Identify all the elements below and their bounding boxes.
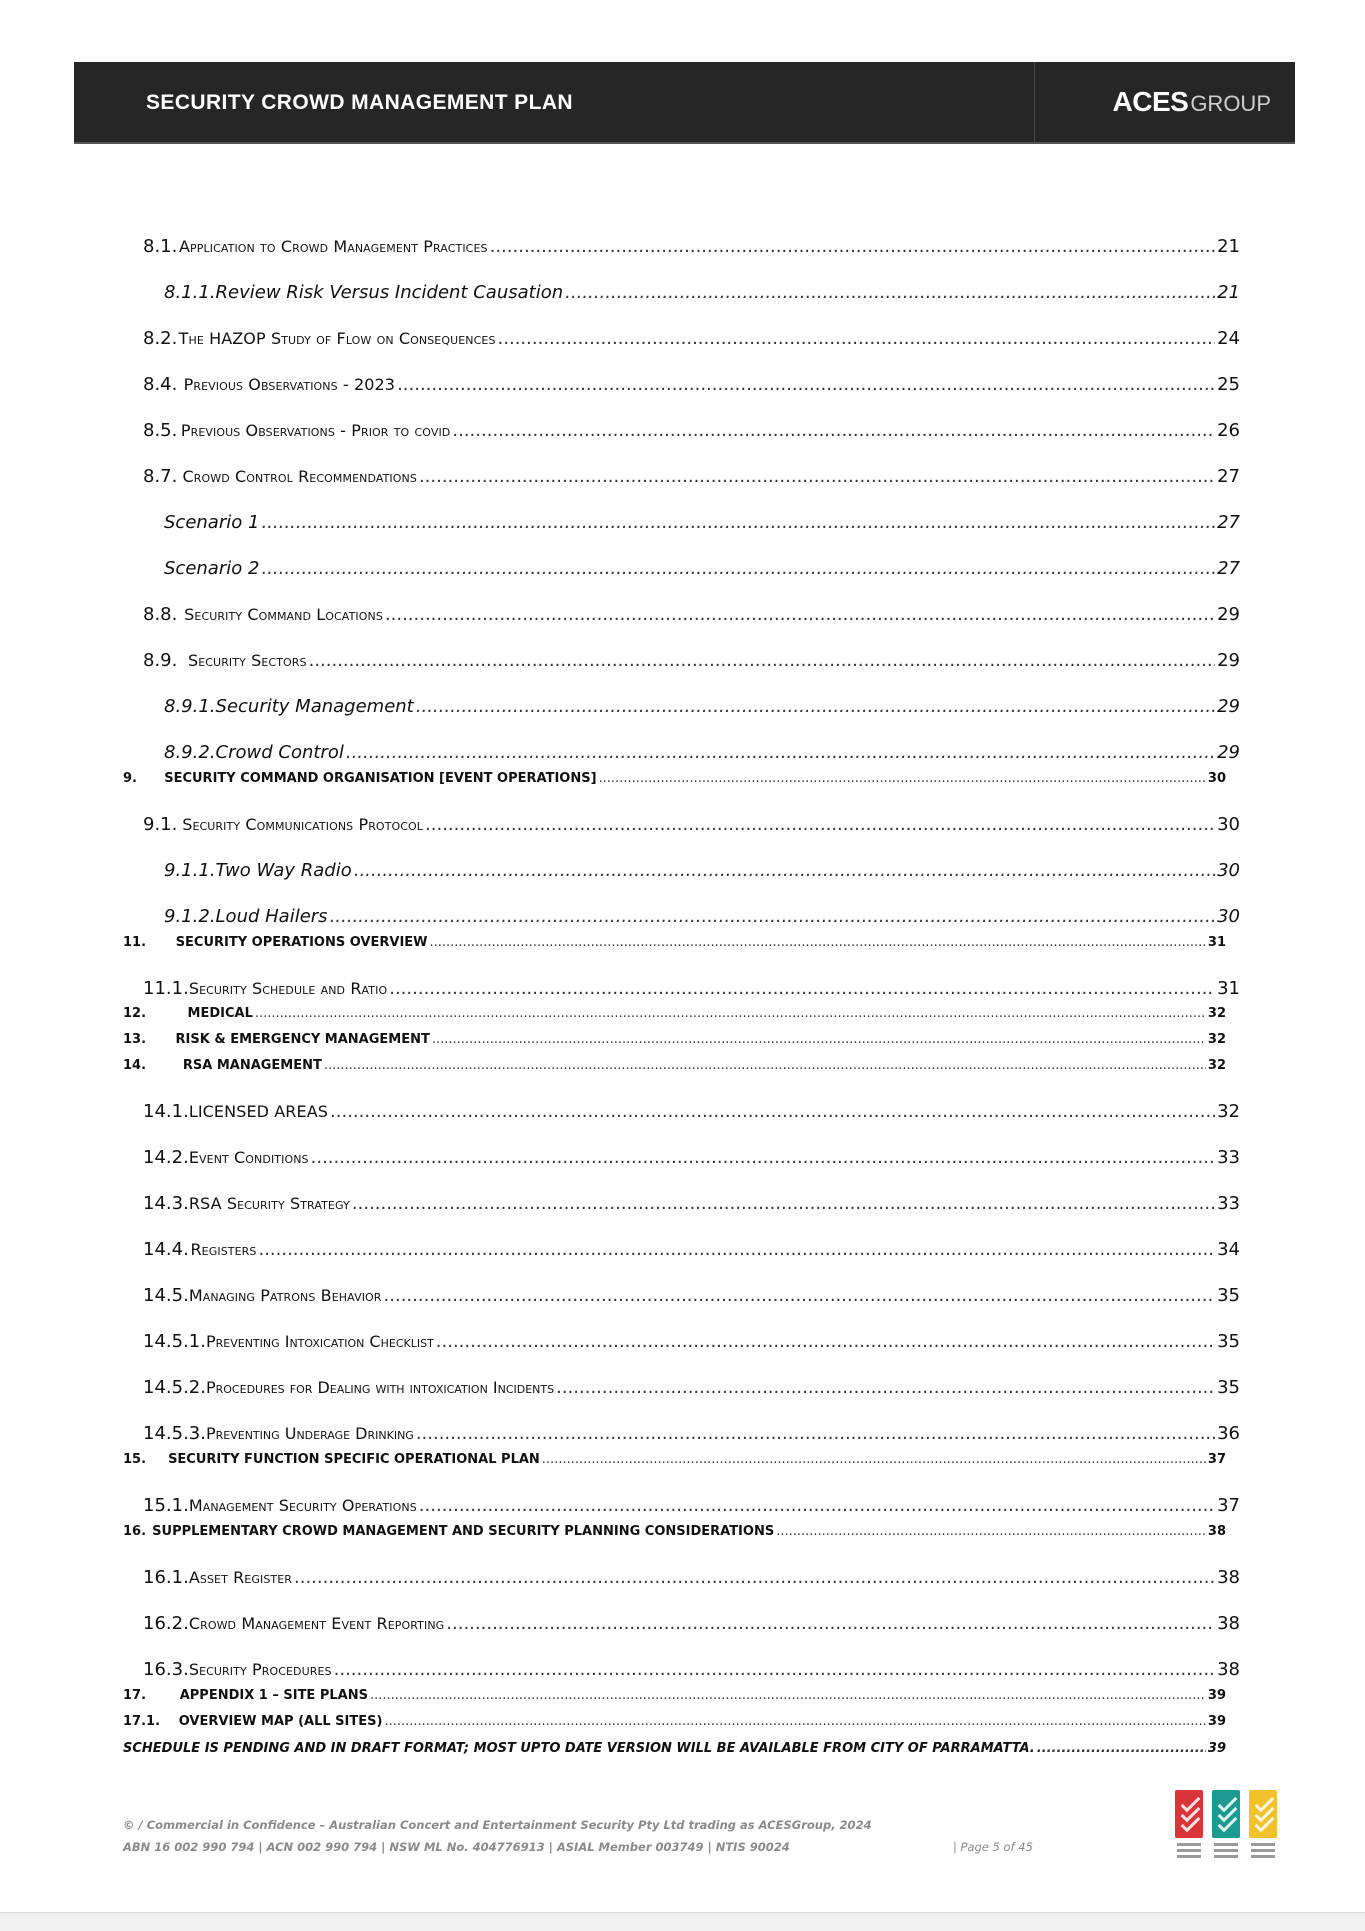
toc-entry-title: Security Schedule and Ratio bbox=[188, 979, 388, 998]
iso-badge-caption bbox=[1175, 1840, 1203, 1864]
toc-entry-title: Security Management bbox=[215, 696, 414, 717]
toc-dot-leader bbox=[385, 604, 1215, 625]
toc-entry-page: 26 bbox=[1217, 420, 1240, 441]
toc-dot-leader bbox=[294, 1567, 1215, 1588]
aces-group-logo bbox=[1113, 62, 1271, 147]
iso-badge-caption bbox=[1212, 1840, 1240, 1864]
toc-entry-title: Crowd Management Event Reporting bbox=[188, 1614, 445, 1633]
toc-entry-page: 27 bbox=[1217, 558, 1240, 579]
toc-entry-title: SUPPLEMENTARY CROWD MANAGEMENT AND SECURITY PLANNING CONSIDERATIONS bbox=[152, 1524, 775, 1539]
toc-dot-leader bbox=[334, 1659, 1215, 1680]
toc-entry[interactable] bbox=[143, 1659, 1240, 1680]
toc-entry-title: LICENSED AREAS bbox=[188, 1102, 329, 1121]
toc-entry[interactable] bbox=[143, 1377, 1240, 1398]
toc-dot-leader bbox=[599, 771, 1206, 786]
toc-entry-number: 9. bbox=[123, 771, 137, 786]
toc-entry-title: Procedures for Dealing with intoxication Incidents bbox=[205, 1378, 555, 1397]
toc-entry-page: 39 bbox=[1207, 1714, 1226, 1729]
toc-entry-title: Managing Patrons Behavior bbox=[188, 1286, 382, 1305]
toc-entry[interactable] bbox=[164, 558, 1240, 579]
toc-entry-page: 33 bbox=[1217, 1193, 1240, 1214]
toc-entry-page: 32 bbox=[1207, 1032, 1226, 1047]
toc-entry[interactable] bbox=[143, 1423, 1240, 1444]
toc-entry-page: 30 bbox=[1217, 860, 1240, 881]
iso-45001-badge bbox=[1249, 1790, 1277, 1838]
toc-entry[interactable] bbox=[123, 1032, 1226, 1047]
toc-entry[interactable] bbox=[123, 1452, 1226, 1467]
toc-entry-page: 29 bbox=[1217, 604, 1240, 625]
toc-entry[interactable] bbox=[143, 1193, 1240, 1214]
toc-entry-page: 24 bbox=[1217, 328, 1240, 349]
toc-dot-leader bbox=[446, 1613, 1215, 1634]
toc-dot-leader bbox=[419, 466, 1215, 487]
toc-entry[interactable] bbox=[143, 604, 1240, 625]
toc-entry-number: 14.2. bbox=[143, 1147, 189, 1168]
toc-entry-title: SCHEDULE IS PENDING AND IN DRAFT FORMAT; MOST UPTO DATE VERSION WILL BE AVAILABLE FROM CITY OF PARRAMATTA. bbox=[123, 1741, 1035, 1756]
toc-entry-title: Crowd Control Recommendations bbox=[182, 467, 417, 486]
toc-entry[interactable] bbox=[123, 1714, 1226, 1729]
iso-badge-caption bbox=[1249, 1840, 1277, 1864]
toc-entry-number: 11. bbox=[123, 935, 147, 950]
toc-entry-page: 35 bbox=[1217, 1331, 1240, 1352]
toc-entry-number: 17.1. bbox=[123, 1714, 161, 1729]
toc-entry[interactable] bbox=[123, 1688, 1226, 1703]
toc-entry-page: 29 bbox=[1217, 650, 1240, 671]
toc-dot-leader bbox=[261, 512, 1215, 533]
toc-entry-title: Event Conditions bbox=[188, 1148, 309, 1167]
toc-entry-page: 38 bbox=[1217, 1613, 1240, 1634]
toc-dot-leader bbox=[490, 236, 1215, 257]
toc-dot-leader bbox=[309, 650, 1216, 671]
toc-entry[interactable] bbox=[143, 1285, 1240, 1306]
logo-aces-text: ACES bbox=[1112, 86, 1189, 117]
toc-entry-page: 32 bbox=[1217, 1101, 1240, 1122]
toc-entry[interactable] bbox=[123, 1058, 1226, 1073]
toc-entry-number: 14.5.3. bbox=[143, 1423, 206, 1444]
toc-entry[interactable] bbox=[143, 236, 1240, 257]
toc-entry[interactable] bbox=[164, 906, 1240, 927]
toc-entry-title: Two Way Radio bbox=[215, 860, 352, 881]
toc-entry-title: Loud Hailers bbox=[215, 906, 328, 927]
toc-dot-leader bbox=[324, 1058, 1206, 1073]
toc-dot-leader bbox=[311, 1147, 1215, 1168]
toc-entry-title: SECURITY COMMAND ORGANISATION [EVENT OPERATIONS] bbox=[164, 771, 597, 786]
toc-dot-leader bbox=[384, 1714, 1205, 1729]
toc-entry-page: 32 bbox=[1207, 1058, 1226, 1073]
document-title: SECURITY CROWD MANAGEMENT PLAN bbox=[146, 91, 573, 114]
toc-entry-title: Previous Observations - Prior to covid bbox=[180, 421, 451, 440]
toc-entry-page: 35 bbox=[1217, 1285, 1240, 1306]
toc-entry-number: 17. bbox=[123, 1688, 147, 1703]
toc-entry-number: 8.5. bbox=[143, 420, 178, 441]
toc-dot-leader bbox=[416, 696, 1215, 717]
toc-entry[interactable] bbox=[143, 1495, 1240, 1516]
toc-entry-page: 25 bbox=[1217, 374, 1240, 395]
toc-entry-title: Scenario 1 bbox=[164, 512, 260, 533]
toc-entry-page: 21 bbox=[1217, 282, 1240, 303]
toc-entry-number: 16.1. bbox=[143, 1567, 189, 1588]
toc-entry-page: 39 bbox=[1207, 1741, 1226, 1756]
toc-entry-number: 8.7. bbox=[143, 466, 178, 487]
toc-entry[interactable] bbox=[143, 1567, 1240, 1588]
toc-entry-page: 34 bbox=[1217, 1239, 1240, 1260]
toc-dot-leader bbox=[776, 1524, 1206, 1539]
toc-dot-leader bbox=[542, 1452, 1206, 1467]
toc-entry-title: Registers bbox=[190, 1240, 257, 1259]
toc-entry-title: Security Procedures bbox=[188, 1660, 332, 1679]
toc-entry-number: 16.2. bbox=[143, 1613, 189, 1634]
toc-dot-leader bbox=[261, 558, 1215, 579]
toc-entry[interactable] bbox=[164, 860, 1240, 881]
toc-entry-title: RSA MANAGEMENT bbox=[182, 1058, 322, 1073]
header-divider bbox=[1034, 62, 1035, 142]
toc-entry-title: OVERVIEW MAP (ALL SITES) bbox=[178, 1714, 383, 1729]
toc-entry[interactable] bbox=[123, 771, 1226, 786]
toc-entry-title: Scenario 2 bbox=[164, 558, 260, 579]
toc-dot-leader bbox=[370, 1688, 1206, 1703]
toc-entry-page: 35 bbox=[1217, 1377, 1240, 1398]
toc-dot-leader bbox=[258, 1239, 1215, 1260]
toc-entry-title: MEDICAL bbox=[187, 1006, 253, 1021]
iso-14001-badge bbox=[1212, 1790, 1240, 1838]
toc-entry-number: 16.3. bbox=[143, 1659, 189, 1680]
toc-dot-leader bbox=[436, 1331, 1215, 1352]
toc-entry-number: 14.5. bbox=[143, 1285, 189, 1306]
toc-entry-page: 38 bbox=[1207, 1524, 1226, 1539]
toc-entry-number: 8.4. bbox=[143, 374, 178, 395]
toc-entry[interactable] bbox=[164, 742, 1240, 763]
toc-entry-page: 33 bbox=[1217, 1147, 1240, 1168]
page-header bbox=[74, 62, 1295, 144]
toc-entry-number: 16. bbox=[123, 1524, 147, 1539]
toc-entry-number: 8.9.1. bbox=[164, 696, 216, 717]
toc-entry-page: 37 bbox=[1217, 1495, 1240, 1516]
toc-dot-leader bbox=[419, 1495, 1215, 1516]
toc-dot-leader bbox=[565, 282, 1215, 303]
toc-entry-page: 32 bbox=[1207, 1006, 1226, 1021]
toc-entry-number: 9.1.2. bbox=[164, 906, 216, 927]
toc-entry[interactable] bbox=[143, 1613, 1240, 1634]
toc-entry-number: 15.1. bbox=[143, 1495, 189, 1516]
toc-entry-page: 38 bbox=[1217, 1659, 1240, 1680]
toc-entry-number: 13. bbox=[123, 1032, 147, 1047]
toc-entry[interactable] bbox=[143, 1239, 1240, 1260]
toc-dot-leader bbox=[330, 1101, 1215, 1122]
toc-entry-title: Security Sectors bbox=[187, 651, 307, 670]
toc-entry[interactable] bbox=[164, 512, 1240, 533]
toc-entry[interactable] bbox=[143, 466, 1240, 487]
logo-group-text: GROUP bbox=[1190, 91, 1271, 116]
footer-copyright: © / Commercial in Confidence – Australian Concert and Entertainment Security Pty Ltd trading as ACESGroup, 2024 bbox=[123, 1818, 872, 1832]
toc-entry[interactable] bbox=[143, 814, 1240, 835]
toc-dot-leader bbox=[432, 1032, 1206, 1047]
toc-entry[interactable] bbox=[143, 650, 1240, 671]
toc-dot-leader bbox=[330, 906, 1216, 927]
toc-entry-title: Review Risk Versus Incident Causation bbox=[215, 282, 564, 303]
toc-entry[interactable] bbox=[143, 420, 1240, 441]
toc-entry-number: 14.1. bbox=[143, 1101, 189, 1122]
toc-entry-number: 8.1. bbox=[143, 236, 178, 257]
toc-dot-leader bbox=[430, 935, 1206, 950]
toc-dot-leader bbox=[346, 742, 1215, 763]
toc-entry-title: Previous Observations - 2023 bbox=[183, 375, 396, 394]
iso-9001-badge bbox=[1175, 1790, 1203, 1838]
toc-entry-title: Crowd Control bbox=[215, 742, 344, 763]
toc-entry-page: 39 bbox=[1207, 1688, 1226, 1703]
toc-entry-page: 21 bbox=[1217, 236, 1240, 257]
toc-entry-number: 15. bbox=[123, 1452, 147, 1467]
toc-dot-leader bbox=[255, 1006, 1206, 1021]
toc-entry-page: 37 bbox=[1207, 1452, 1226, 1467]
toc-entry-title: Application to Crowd Management Practices bbox=[178, 237, 488, 256]
toc-entry-number: 14.3. bbox=[143, 1193, 189, 1214]
toc-dot-leader bbox=[556, 1377, 1215, 1398]
toc-entry[interactable] bbox=[123, 1006, 1226, 1021]
toc-entry-page: 38 bbox=[1217, 1567, 1240, 1588]
page-number: | Page 5 of 45 bbox=[953, 1840, 1033, 1854]
toc-entry-page: 29 bbox=[1217, 696, 1240, 717]
toc-dot-leader bbox=[352, 1193, 1215, 1214]
toc-entry[interactable] bbox=[123, 1524, 1226, 1539]
toc-entry-page: 29 bbox=[1217, 742, 1240, 763]
toc-entry-number: 14. bbox=[123, 1058, 147, 1073]
toc-entry-title: Preventing Underage Drinking bbox=[205, 1424, 414, 1443]
toc-entry-page: 30 bbox=[1207, 771, 1226, 786]
toc-entry-number: 8.9.2. bbox=[164, 742, 216, 763]
toc-entry-number: 8.9. bbox=[143, 650, 178, 671]
toc-dot-leader bbox=[416, 1423, 1215, 1444]
toc-entry-title: Management Security Operations bbox=[188, 1496, 417, 1515]
toc-entry-number: 11.1. bbox=[143, 978, 189, 999]
viewer-bottom-strip bbox=[0, 1912, 1365, 1931]
toc-entry-title: Asset Register bbox=[188, 1568, 293, 1587]
toc-entry[interactable] bbox=[164, 282, 1240, 303]
toc-entry[interactable] bbox=[143, 1147, 1240, 1168]
toc-entry-number: 9.1. bbox=[143, 814, 178, 835]
toc-entry[interactable] bbox=[123, 1741, 1226, 1756]
toc-entry[interactable] bbox=[143, 978, 1240, 999]
toc-entry-title: SECURITY FUNCTION SPECIFIC OPERATIONAL PLAN bbox=[168, 1452, 540, 1467]
toc-entry-title: SECURITY OPERATIONS OVERVIEW bbox=[175, 935, 428, 950]
footer-registration: ABN 16 002 990 794 | ACN 002 990 794 | NSW ML No. 404776913 | ASIAL Member 003749 | NTIS 90024 bbox=[123, 1840, 790, 1854]
toc-entry[interactable] bbox=[143, 328, 1240, 349]
toc-entry-page: 36 bbox=[1217, 1423, 1240, 1444]
toc-entry-page: 31 bbox=[1217, 978, 1240, 999]
toc-dot-leader bbox=[452, 420, 1215, 441]
toc-entry-page: 30 bbox=[1217, 814, 1240, 835]
toc-entry-title: The HAZOP Study of Flow on Consequences bbox=[178, 329, 496, 348]
toc-entry[interactable] bbox=[143, 374, 1240, 395]
toc-entry-title: APPENDIX 1 – SITE PLANS bbox=[179, 1688, 368, 1703]
toc-dot-leader bbox=[498, 328, 1216, 349]
toc-entry-page: 31 bbox=[1207, 935, 1226, 950]
toc-entry-title: Security Command Locations bbox=[184, 605, 383, 624]
toc-entry[interactable] bbox=[143, 1101, 1240, 1122]
toc-dot-leader bbox=[354, 860, 1215, 881]
toc-entry-title: RSA Security Strategy bbox=[188, 1194, 350, 1213]
toc-entry-page: 27 bbox=[1217, 512, 1240, 533]
toc-entry-number: 8.8. bbox=[143, 604, 178, 625]
toc-entry[interactable] bbox=[164, 696, 1240, 717]
toc-entry[interactable] bbox=[143, 1331, 1240, 1352]
toc-dot-leader bbox=[425, 814, 1215, 835]
toc-entry-number: 14.5.1. bbox=[143, 1331, 206, 1352]
toc-entry-number: 12. bbox=[123, 1006, 147, 1021]
toc-entry-page: 27 bbox=[1217, 466, 1240, 487]
toc-dot-leader bbox=[397, 374, 1215, 395]
toc-entry-number: 8.2. bbox=[143, 328, 178, 349]
toc-dot-leader bbox=[389, 978, 1215, 999]
toc-entry-title: RISK & EMERGENCY MANAGEMENT bbox=[175, 1032, 430, 1047]
toc-entry-title: Preventing Intoxication Checklist bbox=[205, 1332, 434, 1351]
toc-dot-leader bbox=[1037, 1741, 1206, 1756]
toc-entry-number: 14.5.2. bbox=[143, 1377, 206, 1398]
toc-entry-title: Security Communications Protocol bbox=[182, 815, 424, 834]
toc-entry-page: 30 bbox=[1217, 906, 1240, 927]
toc-entry-number: 14.4. bbox=[143, 1239, 189, 1260]
toc-entry[interactable] bbox=[123, 935, 1226, 950]
toc-dot-leader bbox=[384, 1285, 1216, 1306]
toc-entry-number: 8.1.1. bbox=[164, 282, 216, 303]
toc-entry-number: 9.1.1. bbox=[164, 860, 216, 881]
